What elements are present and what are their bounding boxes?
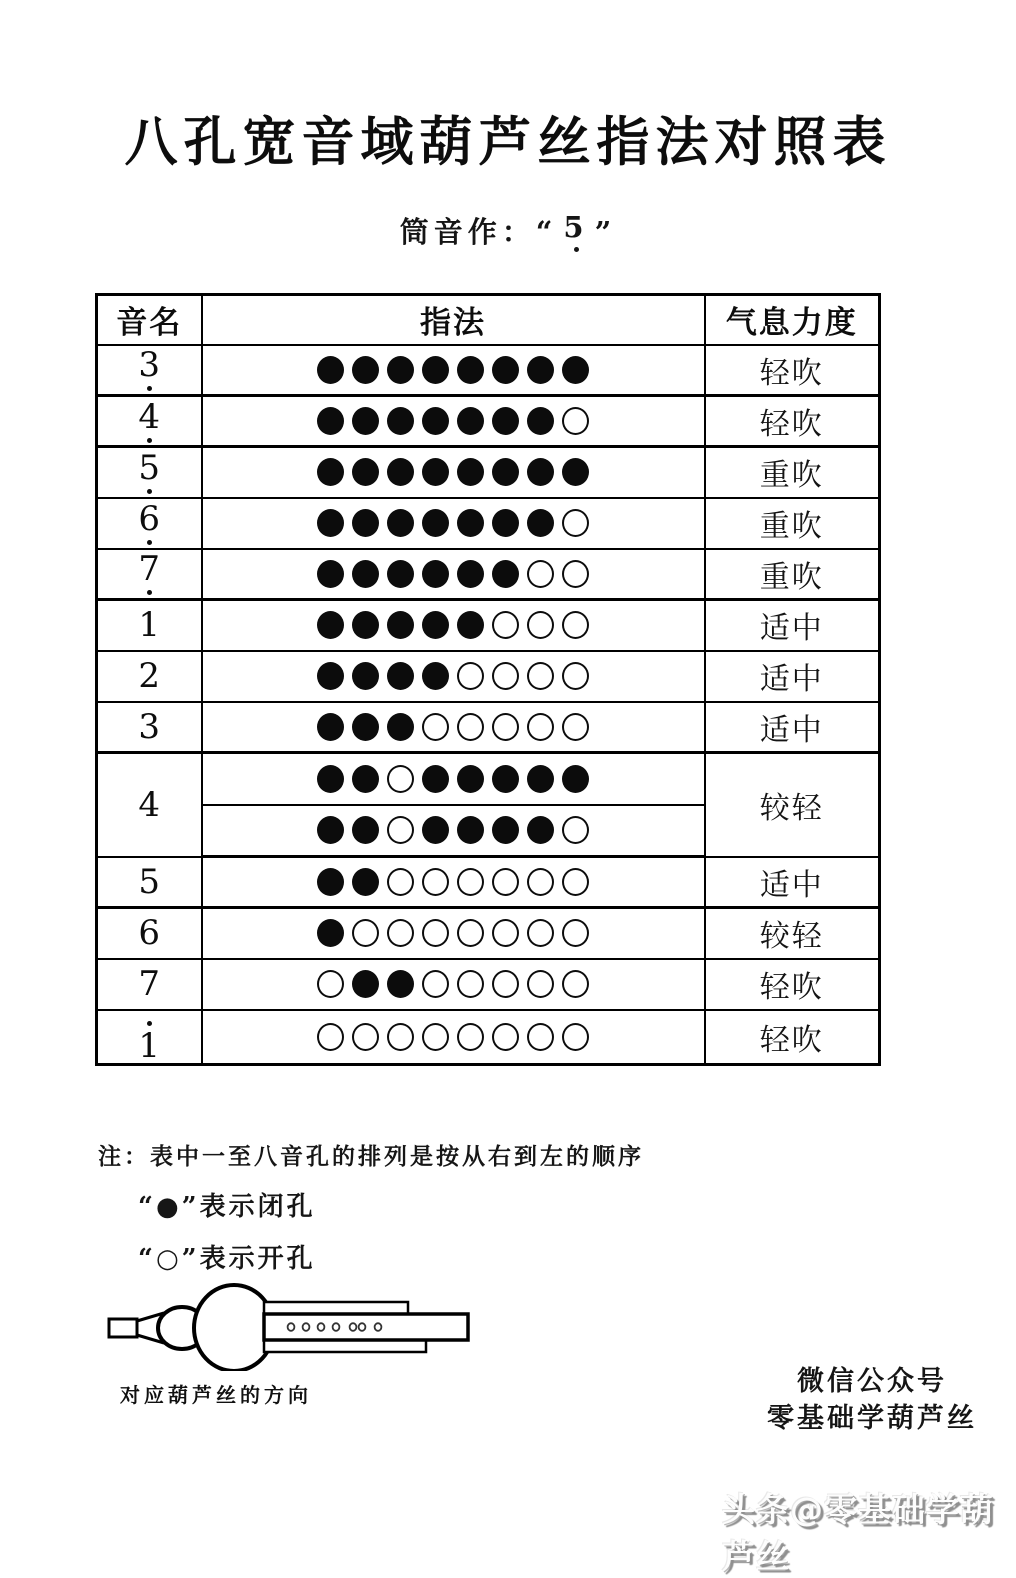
table-row bbox=[97, 651, 880, 702]
closed-hole-icon bbox=[352, 662, 379, 690]
open-hole-icon bbox=[527, 970, 554, 998]
subtitle-prefix: 筒音作： bbox=[399, 215, 536, 249]
fingering-cell bbox=[202, 857, 705, 908]
low-octave-dot bbox=[147, 540, 152, 545]
subtitle-open-quote: “ bbox=[535, 215, 558, 249]
breath-cell bbox=[705, 498, 880, 549]
closed-hole-icon bbox=[317, 713, 344, 741]
breath-cell bbox=[705, 702, 880, 753]
breath-cell bbox=[705, 651, 880, 702]
closed-hole-icon bbox=[492, 560, 519, 588]
note-label bbox=[138, 1021, 161, 1066]
fingering-cell bbox=[202, 549, 705, 600]
open-hole-icon bbox=[387, 816, 414, 844]
closed-hole-icon bbox=[352, 458, 379, 486]
table-row bbox=[97, 1010, 880, 1065]
note-label bbox=[138, 447, 161, 494]
open-hole-icon bbox=[352, 919, 379, 947]
closed-hole-icon bbox=[527, 816, 554, 844]
fingering-cell bbox=[202, 396, 705, 447]
open-hole-icon bbox=[562, 919, 589, 947]
note-label bbox=[138, 605, 161, 646]
note-label bbox=[138, 964, 161, 1004]
breath-label: 轻吹 bbox=[759, 1022, 824, 1058]
open-hole-icon bbox=[457, 868, 484, 896]
low-octave-dot bbox=[147, 386, 152, 391]
closed-hole-icon bbox=[352, 713, 379, 741]
note-number: 7 bbox=[138, 549, 161, 590]
breath-cell bbox=[705, 959, 880, 1010]
note-cell bbox=[97, 908, 202, 959]
note-number: 1 bbox=[138, 1025, 161, 1066]
note-label bbox=[138, 784, 161, 825]
table-row bbox=[97, 753, 880, 805]
closed-hole-icon bbox=[352, 868, 379, 896]
fingering-cell bbox=[202, 805, 705, 857]
closed-hole-icon bbox=[422, 765, 449, 793]
table-row bbox=[97, 702, 880, 753]
closed-hole-icon bbox=[387, 713, 414, 741]
closed-hole-icon bbox=[492, 458, 519, 486]
open-hole-icon bbox=[527, 1023, 554, 1051]
open-hole-icon bbox=[457, 970, 484, 998]
open-hole-icon bbox=[422, 970, 449, 998]
closed-hole-icon bbox=[457, 509, 484, 537]
fingering-table-head bbox=[97, 295, 880, 345]
note-number: 4 bbox=[138, 396, 161, 437]
fingering-cell bbox=[202, 345, 705, 396]
note-cell bbox=[97, 959, 202, 1010]
closed-hole-icon bbox=[317, 560, 344, 588]
note-number: 7 bbox=[138, 964, 161, 1004]
footer-account-block bbox=[742, 1363, 1002, 1437]
open-hole-icon bbox=[492, 611, 519, 639]
closed-hole-icon bbox=[387, 560, 414, 588]
open-hole-icon bbox=[492, 1023, 519, 1051]
note-cell bbox=[97, 702, 202, 753]
open-hole-icon bbox=[492, 868, 519, 896]
breath-label: 适中 bbox=[759, 611, 824, 647]
closed-hole-icon bbox=[492, 509, 519, 537]
subtitle-octave-dot bbox=[574, 247, 579, 252]
note-label bbox=[138, 706, 161, 747]
low-octave-dot bbox=[147, 489, 152, 494]
breath-label: 轻吹 bbox=[759, 355, 824, 391]
fingering-cell bbox=[202, 959, 705, 1010]
closed-hole-icon bbox=[422, 816, 449, 844]
note-number: 2 bbox=[138, 656, 161, 696]
closed-hole-icon bbox=[457, 560, 484, 588]
closed-hole-icon bbox=[562, 458, 589, 486]
note-number: 5 bbox=[138, 861, 161, 902]
open-hole-icon bbox=[457, 1023, 484, 1051]
closed-hole-icon bbox=[352, 970, 379, 998]
breath-cell bbox=[705, 600, 880, 651]
table-row bbox=[97, 857, 880, 908]
low-octave-dot bbox=[147, 590, 152, 595]
subtitle-close-quote: ” bbox=[594, 215, 617, 249]
closed-hole-icon bbox=[422, 662, 449, 690]
breath-cell bbox=[705, 396, 880, 447]
breath-label: 重吹 bbox=[759, 559, 824, 595]
subtitle bbox=[0, 210, 1016, 252]
open-hole-icon bbox=[492, 713, 519, 741]
note-number: 3 bbox=[138, 706, 161, 747]
open-hole-icon bbox=[457, 662, 484, 690]
open-hole-icon bbox=[457, 713, 484, 741]
closed-hole-icon bbox=[352, 509, 379, 537]
open-hole-icon bbox=[422, 1023, 449, 1051]
note-label bbox=[138, 498, 161, 545]
open-hole-icon bbox=[527, 713, 554, 741]
closed-hole-icon bbox=[492, 407, 519, 435]
open-hole-icon bbox=[527, 560, 554, 588]
footer-line-wechat: 微信公众号 bbox=[797, 1366, 947, 1397]
col-header-fingering: 指法 bbox=[202, 295, 705, 345]
watermark-text: 头条@零基础学葫芦丝 bbox=[722, 1490, 994, 1576]
note-cell bbox=[97, 447, 202, 498]
closed-hole-icon bbox=[317, 407, 344, 435]
table-row bbox=[97, 447, 880, 498]
closed-hole-icon bbox=[422, 611, 449, 639]
hulusi-diagram bbox=[106, 1283, 506, 1408]
closed-hole-icon bbox=[422, 560, 449, 588]
note-label bbox=[138, 345, 161, 391]
open-hole-icon bbox=[527, 611, 554, 639]
open-hole-icon bbox=[562, 407, 589, 435]
note-number: 4 bbox=[138, 784, 161, 825]
closed-hole-icon bbox=[387, 407, 414, 435]
breath-cell bbox=[705, 908, 880, 959]
note-line-closed-legend: “●”表示闭孔 bbox=[138, 1192, 316, 1222]
closed-hole-icon bbox=[492, 816, 519, 844]
closed-hole-icon bbox=[317, 509, 344, 537]
note-number: 6 bbox=[138, 498, 161, 539]
subtitle-note bbox=[563, 210, 588, 252]
closed-hole-icon bbox=[492, 356, 519, 384]
open-hole-icon bbox=[317, 970, 344, 998]
note-label bbox=[138, 656, 161, 696]
closed-hole-icon bbox=[317, 458, 344, 486]
note-label bbox=[138, 861, 161, 902]
note-cell bbox=[97, 857, 202, 908]
low-octave-dot bbox=[147, 438, 152, 443]
breath-label: 轻吹 bbox=[759, 970, 824, 1005]
note-number: 3 bbox=[138, 345, 161, 386]
note-line-open-legend: “○”表示开孔 bbox=[138, 1244, 316, 1274]
table-row bbox=[97, 396, 880, 447]
closed-hole-icon bbox=[317, 356, 344, 384]
closed-hole-icon bbox=[457, 816, 484, 844]
breath-label: 较轻 bbox=[759, 919, 824, 955]
closed-hole-icon bbox=[387, 458, 414, 486]
open-hole-icon bbox=[387, 919, 414, 947]
fingering-table-body bbox=[97, 345, 880, 1065]
note-cell bbox=[97, 396, 202, 447]
open-hole-icon bbox=[562, 662, 589, 690]
open-hole-icon bbox=[562, 868, 589, 896]
note-line-order: 注：表中一至八音孔的排列是按从右到左的顺序 bbox=[98, 1143, 644, 1170]
note-number: 5 bbox=[138, 447, 161, 488]
note-label bbox=[138, 549, 161, 595]
closed-hole-icon bbox=[527, 458, 554, 486]
breath-label: 适中 bbox=[759, 712, 824, 748]
open-hole-icon bbox=[562, 611, 589, 639]
closed-hole-icon bbox=[317, 919, 344, 947]
closed-hole-icon bbox=[387, 509, 414, 537]
closed-hole-icon bbox=[527, 509, 554, 537]
table-row bbox=[97, 498, 880, 549]
fingering-cell bbox=[202, 447, 705, 498]
fingering-cell bbox=[202, 651, 705, 702]
note-cell bbox=[97, 549, 202, 600]
hulusi-illustration-icon bbox=[106, 1283, 501, 1371]
breath-cell bbox=[705, 549, 880, 600]
open-hole-icon bbox=[492, 919, 519, 947]
closed-hole-icon bbox=[387, 662, 414, 690]
open-hole-icon bbox=[562, 560, 589, 588]
footer-line-account-name: 零基础学葫芦丝 bbox=[767, 1403, 977, 1434]
closed-hole-icon bbox=[317, 611, 344, 639]
table-row bbox=[97, 600, 880, 651]
breath-cell bbox=[705, 857, 880, 908]
breath-cell bbox=[705, 753, 880, 857]
open-hole-icon bbox=[422, 868, 449, 896]
diagram-caption: 对应葫芦丝的方向 bbox=[120, 1383, 312, 1407]
table-row bbox=[97, 549, 880, 600]
note-cell bbox=[97, 498, 202, 549]
open-hole-icon bbox=[422, 713, 449, 741]
closed-hole-icon bbox=[492, 765, 519, 793]
closed-hole-icon bbox=[422, 458, 449, 486]
closed-hole-icon bbox=[457, 611, 484, 639]
header-row bbox=[97, 295, 880, 345]
closed-hole-icon bbox=[457, 356, 484, 384]
closed-hole-icon bbox=[527, 407, 554, 435]
open-hole-icon bbox=[527, 919, 554, 947]
breath-cell bbox=[705, 1010, 880, 1065]
closed-hole-icon bbox=[457, 458, 484, 486]
open-hole-icon bbox=[562, 509, 589, 537]
col-header-note-name: 音名 bbox=[97, 295, 202, 345]
open-hole-icon bbox=[527, 662, 554, 690]
closed-hole-icon bbox=[352, 611, 379, 639]
breath-label: 重吹 bbox=[759, 458, 824, 494]
open-hole-icon bbox=[457, 919, 484, 947]
closed-hole-icon bbox=[422, 509, 449, 537]
note-cell bbox=[97, 345, 202, 396]
closed-hole-icon bbox=[352, 560, 379, 588]
closed-hole-icon bbox=[317, 765, 344, 793]
open-hole-icon bbox=[492, 662, 519, 690]
breath-label: 重吹 bbox=[759, 509, 824, 544]
open-hole-icon bbox=[562, 1023, 589, 1051]
closed-hole-icon bbox=[317, 662, 344, 690]
open-hole-icon bbox=[317, 1023, 344, 1051]
fingering-cell bbox=[202, 753, 705, 805]
closed-hole-icon bbox=[317, 816, 344, 844]
closed-hole-icon bbox=[387, 356, 414, 384]
open-hole-icon bbox=[527, 868, 554, 896]
breath-label: 轻吹 bbox=[759, 407, 824, 442]
fingering-table bbox=[95, 293, 881, 1066]
closed-hole-icon bbox=[457, 765, 484, 793]
closed-hole-icon bbox=[352, 765, 379, 793]
open-hole-icon bbox=[387, 1023, 414, 1051]
fingering-cell bbox=[202, 702, 705, 753]
fingering-cell bbox=[202, 908, 705, 959]
fingering-cell bbox=[202, 600, 705, 651]
subtitle-note-number: 5 bbox=[563, 210, 589, 244]
open-hole-icon bbox=[422, 919, 449, 947]
high-octave-dot bbox=[147, 1021, 152, 1026]
note-cell bbox=[97, 651, 202, 702]
closed-hole-icon bbox=[352, 407, 379, 435]
breath-cell bbox=[705, 447, 880, 498]
open-hole-icon bbox=[562, 713, 589, 741]
closed-hole-icon bbox=[352, 356, 379, 384]
note-cell bbox=[97, 1010, 202, 1065]
closed-hole-icon bbox=[387, 970, 414, 998]
fingering-cell bbox=[202, 498, 705, 549]
closed-hole-icon bbox=[387, 611, 414, 639]
notes-block bbox=[98, 1138, 644, 1275]
open-hole-icon bbox=[562, 816, 589, 844]
note-label bbox=[138, 396, 161, 443]
open-hole-icon bbox=[387, 765, 414, 793]
note-label bbox=[138, 913, 161, 954]
table-row bbox=[97, 908, 880, 959]
closed-hole-icon bbox=[562, 765, 589, 793]
closed-hole-icon bbox=[422, 356, 449, 384]
closed-hole-icon bbox=[422, 407, 449, 435]
open-hole-icon bbox=[352, 1023, 379, 1051]
note-cell bbox=[97, 753, 202, 857]
open-hole-icon bbox=[387, 868, 414, 896]
open-hole-icon bbox=[492, 970, 519, 998]
page-title: 八孔宽音域葫芦丝指法对照表 bbox=[124, 111, 892, 173]
breath-label: 适中 bbox=[759, 867, 824, 903]
closed-hole-icon bbox=[527, 765, 554, 793]
closed-hole-icon bbox=[527, 356, 554, 384]
closed-hole-icon bbox=[352, 816, 379, 844]
closed-hole-icon bbox=[562, 356, 589, 384]
note-cell bbox=[97, 600, 202, 651]
table-row bbox=[97, 345, 880, 396]
closed-hole-icon bbox=[317, 868, 344, 896]
fingering-cell bbox=[202, 1010, 705, 1065]
open-hole-icon bbox=[562, 970, 589, 998]
breath-label: 较轻 bbox=[759, 790, 824, 826]
table-row bbox=[97, 959, 880, 1010]
closed-hole-icon bbox=[457, 407, 484, 435]
breath-label: 适中 bbox=[759, 662, 824, 697]
note-number: 6 bbox=[138, 913, 161, 954]
note-number: 1 bbox=[138, 605, 161, 646]
col-header-breath: 气息力度 bbox=[705, 295, 880, 345]
breath-cell bbox=[705, 345, 880, 396]
